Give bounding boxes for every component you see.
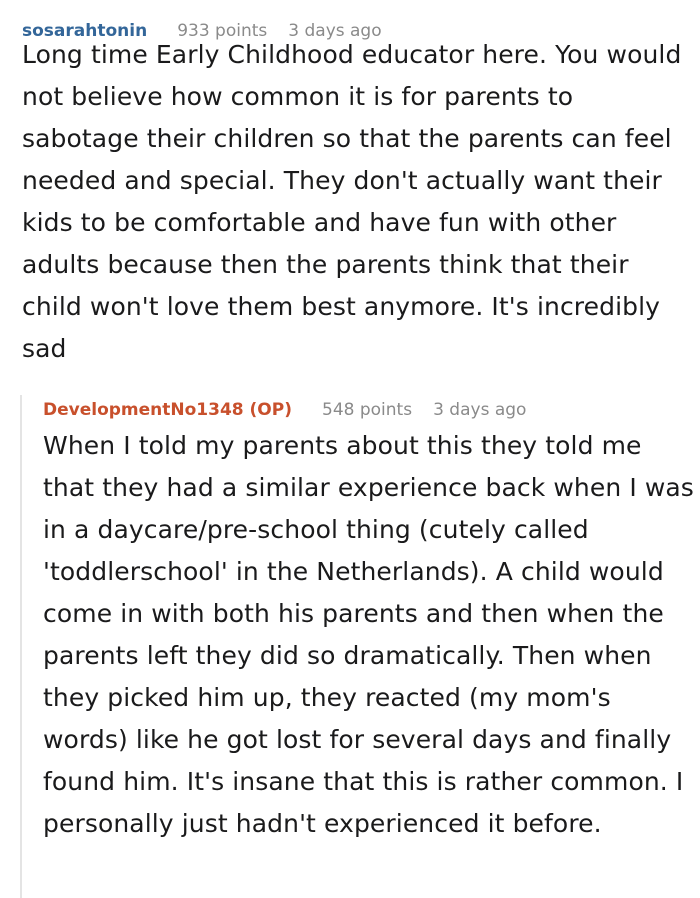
comment <box>22 0 690 370</box>
thread-line[interactable] <box>20 395 22 898</box>
reply-author-link[interactable]: DevelopmentNo1348 (OP) <box>43 400 292 420</box>
comment-body: Long time Early Childhood educator here. You would not believe how common it is for parents to sabotage their children so that the parents can feel needed and special. They don't actually want their kids to be comfortable and have fun with other adults because then the parents think that their child won't love them best anymore. It's incredibly sad <box>22 40 682 363</box>
reply-timestamp: 3 days ago <box>433 400 527 420</box>
comment-meta <box>22 0 690 41</box>
reply-points: 548 points <box>322 400 413 420</box>
reply-meta <box>43 395 700 421</box>
reply-thread <box>0 395 700 898</box>
reply-comment <box>43 395 700 845</box>
reply-body: When I told my parents about this they told me that they had a similar experience back when I was in a daycare/pre-school thing (cutely called 'toddlerschool' in the Netherlands). A child would come in with both his parents and then when the parents left they did so dramatically. Then when they picked him up, they reacted (my mom's words) like he got lost for several days and finally found him. It's insane that this is rather common. I personally just hadn't experienced it before. <box>43 431 694 838</box>
comment-timestamp: 3 days ago <box>288 21 382 41</box>
comment-points: 933 points <box>177 21 268 41</box>
comment-author-link[interactable]: sosarahtonin <box>22 21 148 41</box>
